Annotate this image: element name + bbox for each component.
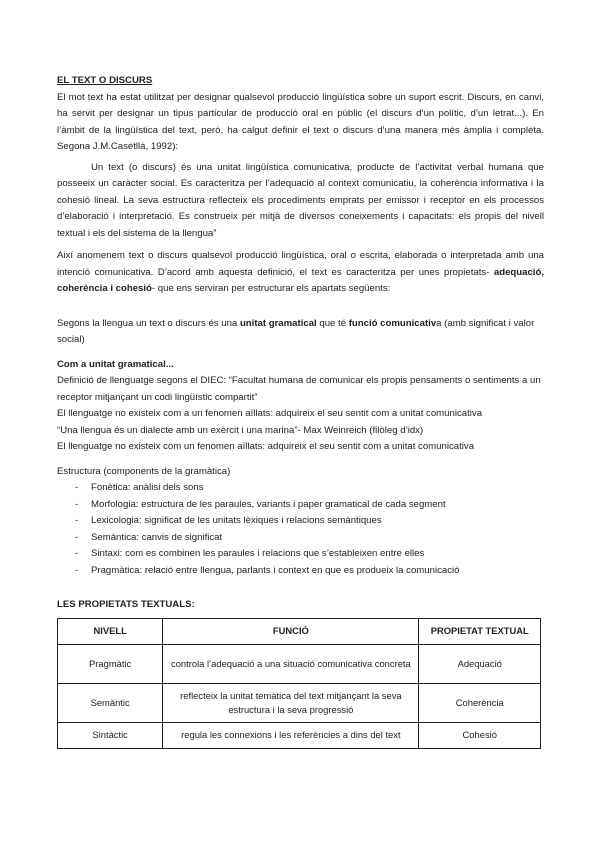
table-cell: Sintàctic (58, 722, 163, 748)
grammar-heading-text: Com a unitat gramatical... (57, 358, 174, 370)
list-item: - Pragmàtica: relació entre llengua, parlants i context en que es produeix la comunicació (73, 563, 544, 580)
grammar-bold-function: funció comunicativ (348, 317, 437, 329)
grammar-paragraph-end: a (amb significat i valor social) (57, 317, 535, 345)
table-row (58, 644, 541, 683)
grammar-line: El llenguatge no existeix com un fenomen aïllats: adquireix el seu sentit com a unitat comunicativa (57, 441, 475, 452)
properties-paragraph (57, 248, 544, 298)
table-cell: regula les connexions i les referències a dins del text (163, 722, 419, 748)
definition-quote: Un text (o discurs) és una unitat lingüística comunicativa, producte de l’activitat verbal humana que posseeix un caràcter social. Es caracteritza per l’adequació al context comunicatiu, la coherència informativa i la cohesió lineal. La seva estructura reflecteix els procediments emprats per emissor i receptor en els processos d’elaboració i interpretació. Es construeix per mitjà de diversos coneixements i capacitats: els propis del nivell textual i els del sistema de la llengua” (57, 161, 544, 239)
grammar-paragraph-text: Segons la llengua un text o discurs és una (57, 317, 240, 329)
table-cell: controla l’adequació a una situació comunicativa concreta (163, 644, 419, 683)
grammar-line: El llenguatge no existeix com a un fenomen aïllats: adquireix el seu sentit com a unitat comunicativa (57, 408, 483, 419)
list-item: - Lexicologia: significat de les unitats lèxiques i relacions semàntiques (73, 513, 544, 530)
table-row (58, 683, 541, 722)
table-cell: Cohesió (419, 722, 541, 748)
properties-paragraph-end: - que ens serviran per estructurar els apartats següents: (151, 283, 391, 294)
properties-title-text: LES PROPIETATS TEXTUALS: (57, 599, 195, 610)
grammar-line: Definició de llenguatge segons el DIEC: “Facultat humana de comunicar els propis pensaments o sentiments a un receptor mitjançant un codi lingüístic compartit” (57, 375, 541, 403)
properties-title (57, 597, 544, 614)
properties-table (57, 618, 541, 749)
properties-paragraph-text: Així anomenem text o discurs qualsevol producció lingüística, oral o escrita, elaborada o interpretada amb una intenció comunicativa. D’acord amb aquesta definició, el text es caracteritza per unes propietats- (57, 250, 544, 278)
grammar-line: “Una llengua és un dialecte amb un exèrcit i una marina”- Max Weinreich (filòleg d’idx) (57, 424, 424, 436)
list-item: - Semàntica: canvis de significat (73, 530, 544, 547)
table-row (58, 722, 541, 748)
document-body (57, 73, 544, 749)
grammar-paragraph (57, 316, 544, 349)
structure-list (57, 480, 544, 579)
grammar-heading (57, 357, 544, 374)
table-cell: Adequació (419, 644, 541, 683)
table-cell: Pragmàtic (58, 644, 163, 683)
list-item: - Fonètica: anàlisi dels sons (73, 480, 544, 497)
table-cell: Coherència (419, 683, 541, 722)
section-title: EL TEXT O DISCURS (57, 75, 153, 86)
table-header: PROPIETAT TEXTUAL (419, 618, 541, 644)
table-header-row (58, 618, 541, 644)
table-cell: reflecteix la unitat temàtica del text mitjançant la seva estructura i la seva progressió (163, 683, 419, 722)
table-header: NIVELL (58, 618, 163, 644)
grammar-paragraph-mid: que té (316, 317, 349, 329)
table-cell: Semàntic (58, 683, 163, 722)
properties-bold: adequació, coherència i cohesió (57, 266, 544, 294)
list-item: - Morfologia: estructura de les paraules, variants i paper gramatical de cada segment (73, 497, 544, 514)
intro-paragraph: El mot text ha estat utilitzat per designar qualsevol producció lingüística sobre un suport escrit. Discurs, en canvi, ha servit per designar un tipus particular de producció oral en públic (el discurs d’un polític, d’un letrat...). En l’àmbit de la lingüística del text, però, ha calgut definir el text o discurs d’una manera més àmplia i completa. Segona J.M.Casetllà, 1992): (57, 91, 544, 152)
grammar-bold-unit: unitat gramatical (239, 317, 317, 329)
list-item: - Sintaxi: com es combinen les paraules i relacions que s’estableixen entre elles (73, 546, 544, 563)
structure-title: Estructura (components de la gramàtica) (57, 465, 231, 477)
table-header: FUNCIÓ (163, 618, 419, 644)
